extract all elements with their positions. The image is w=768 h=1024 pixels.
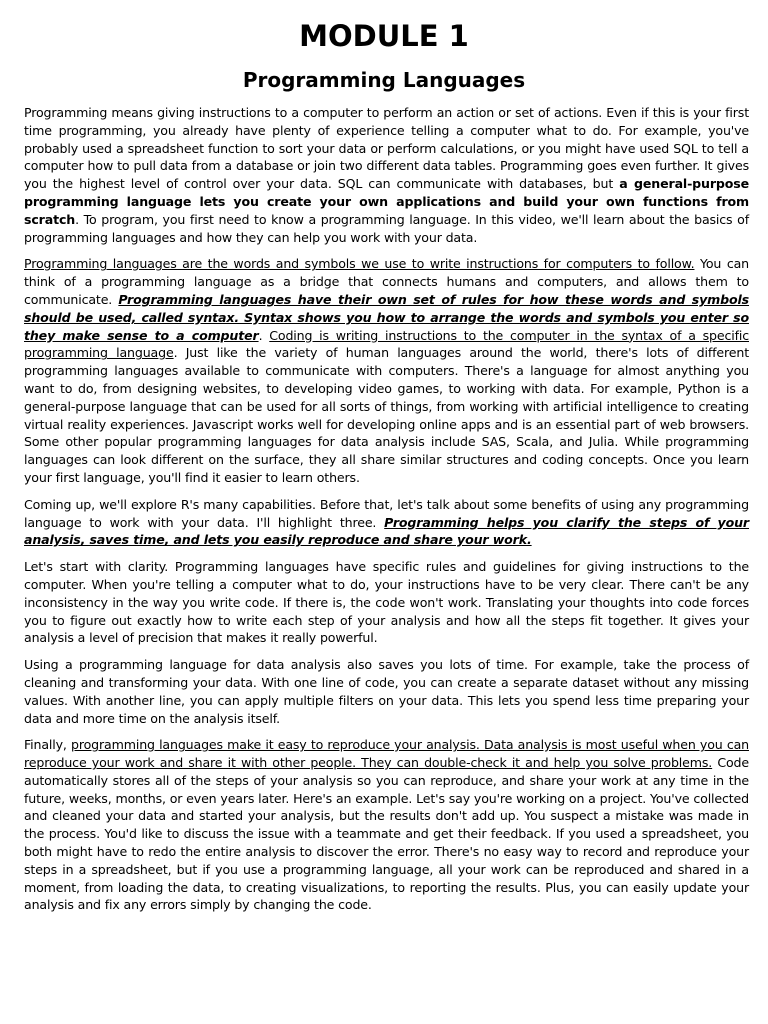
emphasized-syntax-definition: Programming languages have their own set of rules for how these words and symbols should be used, called syntax. Syntax shows you how to arrange the words and symbols you enter so they make sense to a computer <box>24 291 750 343</box>
paragraph-5: Using a programming language for data analysis also saves you lots of time. For example, take the process of cleaning and transforming your data. With one line of code, you can create a separate dataset without any missing values. With another line, you can apply multiple filters on your data. This lets you spend less time preparing your data and more time on the analysis itself. <box>24 657 749 726</box>
underlined-coding-definition: Coding is writing instructions to the computer in the syntax of a specific programming language <box>24 327 749 361</box>
paragraph-1: Programming means giving instructions to a computer to perform an action or set of actions. Even if this is your first time programming, you already have plenty of experience telling a computer what to do. For example, you've probably used a spreadsheet function to sort your data or perform calculations, or you might have used SQL to tell a computer how to pull data from a database or join two different data tables. Programming goes even further. It gives you the highest level of control over your data. SQL can communicate with databases, but a general-purpose programming language lets you create your own applications and build your own functions from scratch. To program, you first need to know a programming language. In this video, we'll learn about the basics of programming languages and how they can help you work with your data. <box>24 105 750 245</box>
module-title: MODULE 1 <box>299 19 469 53</box>
section-title: Programming Languages <box>242 68 526 92</box>
bold-phrase: a general-purpose programming language lets you create your own applications and build your own functions from scratch <box>24 176 750 227</box>
paragraph-6: Finally, programming languages make it easy to reproduce your analysis. Data analysis is most useful when you can reproduce your work and share it with other people. They can double-check it and help you solve problems. Code automatically stores all of the steps of your analysis so you can reproduce, and share your work at any time in the future, weeks, months, or even years later. Here's an example. Let's say you're working on a project. You've collected and cleaned your data and started your analysis, but the results don't add up. You suspect a mistake was made in the process. You'd like to discuss the issue with a teammate and get their feedback. If you used a spreadsheet, you both might have to redo the entire analysis to discover the error. There's no easy way to record and reproduce your steps in a spreadsheet, but if you use a programming language, all your work can be reproduced and shared in a moment, from loading the data, to creating visualizations, to reporting the results. Plus, you can easily update your analysis and fix any errors simply by changing the code. <box>24 737 749 913</box>
paragraph-4: Let's start with clarity. Programming languages have specific rules and guidelines for giving instructions to the computer. When you're telling a computer what to do, your instructions have to be very clear. There can't be any inconsistency in the way you write code. If there is, the code won't work. Translating your thoughts into code forces you to figure out exactly how to write each step of your analysis and how all the steps fit together. It gives your analysis a level of precision that makes it really powerful. <box>24 559 749 646</box>
document-body <box>24 104 749 923</box>
underlined-definition: Programming languages are the words and symbols we use to write instructions for computers to follow. <box>24 256 695 272</box>
paragraph-2: Programming languages are the words and symbols we use to write instructions for computers to follow. You can think of a programming language as a bridge that connects humans and computers, and allows them to communicate. Programming languages have their own set of rules for how these words and symbols should be used, called syntax. Syntax shows you how to arrange the words and symbols you enter so they make sense to a computer. Coding is writing instructions to the computer in the syntax of a specific programming language. Just like the variety of human languages around the world, there's lots of different programming languages available to communicate with computers. There's a language for almost anything you want to do, from designing websites, to developing video games, to working with data. For example, Python is a general-purpose language that can be used for all sorts of things, from working with artificial intelligence to creating virtual reality experiences. Javascript works well for developing online apps and is an essential part of web browsers. Some other popular programming languages for data analysis include SAS, Scala, and Julia. While programming languages can look different on the surface, they all share similar structures and coding concepts. Once you learn your first language, you'll find it easier to learn others. <box>24 256 750 485</box>
underlined-reproduce: programming languages make it easy to reproduce your analysis. Data analysis is most useful when you can reproduce your work and share it with other people. They can double-check it and help you solve problems. <box>24 737 749 771</box>
paragraph-3: Coming up, we'll explore R's many capabilities. Before that, let's talk about some benefits of using any programming language to work with your data. I'll highlight three. Programming helps you clarify the steps of your analysis, saves time, and lets you easily reproduce and share your work. <box>24 496 749 548</box>
emphasized-benefits: Programming helps you clarify the steps of your analysis, saves time, and lets you easily reproduce and share your work. <box>24 514 749 548</box>
